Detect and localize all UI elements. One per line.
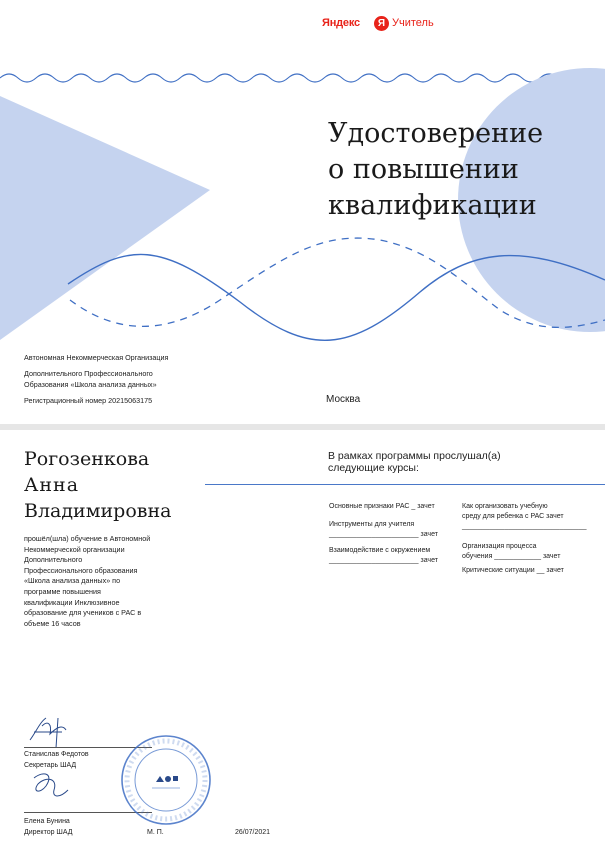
uchitel-logo (374, 14, 434, 32)
courses-heading (328, 450, 578, 474)
name-line: Анна (24, 474, 80, 496)
course-text: обучения ____________ зачет (462, 553, 561, 560)
city: Москва (326, 394, 361, 405)
org-name-line: Дополнительного Профессионального (24, 369, 153, 378)
course-text: Как организовать учебную (462, 503, 548, 510)
courses-heading-line: В рамках программы прослушал(а) (328, 450, 501, 462)
description-line: Некоммерческой организации (24, 544, 125, 554)
second-signatory-role: Директор ШАД (24, 829, 73, 836)
second-signature-scribble (24, 768, 84, 806)
title-line: квалификации (328, 190, 537, 221)
wavy-line (0, 74, 605, 82)
yandex-logo: Яндекс (322, 17, 360, 29)
ya-logo-icon: Я (374, 16, 389, 31)
course-item (462, 542, 560, 562)
course-text: _______________________ зачет (329, 531, 438, 538)
description-line: прошёл(шла) обучение в Автономной (24, 534, 151, 543)
description-line: программе повышения (24, 586, 101, 596)
courses-divider (205, 484, 605, 485)
title-line: о повышении (328, 154, 519, 185)
courses-heading-line: следующие курсы: (328, 462, 419, 474)
org-name-line: Образования «Школа анализа данных» (24, 380, 157, 389)
org-name-line: Автономная Некоммерческая Организация (24, 353, 169, 362)
title-line: Удостоверение (328, 118, 544, 149)
issue-date: 26/07/2021 (235, 829, 271, 836)
course-text: Организация процесса (462, 543, 537, 550)
course-text: Инструменты для учителя (329, 521, 415, 528)
certificate-title (328, 116, 598, 224)
organization-info (24, 352, 224, 411)
description-line: квалификации Инклюзивное (24, 597, 120, 607)
course-text: среду для ребенка с РАС зачет (462, 513, 564, 520)
course-item (462, 502, 587, 532)
official-stamp-icon (118, 732, 214, 828)
recipient-name (24, 446, 171, 524)
training-description (24, 534, 184, 629)
course-text: _______________________ зачет (329, 557, 438, 564)
description-line: Дополнительного (24, 555, 83, 565)
course-text: Взаимодействие с окружением (329, 547, 431, 554)
course-item (329, 502, 435, 512)
course-item (329, 546, 438, 566)
course-text: ________________________________ (462, 523, 587, 530)
certificate-details (0, 430, 605, 855)
name-line: Владимировна (24, 500, 172, 522)
second-signatory-name: Елена Бунина (24, 818, 70, 825)
course-text: Критические ситуации __ зачет (462, 567, 564, 574)
uchitel-label: Учитель (392, 17, 434, 29)
first-signatory-role: Секретарь ШАД (24, 762, 77, 769)
course-item (462, 566, 564, 576)
course-text: Основные признаки РАС _ зачет (329, 503, 435, 510)
description-line: «Школа анализа данных» по (24, 576, 121, 586)
certificate-cover (0, 0, 605, 424)
description-line: Профессионального образования (24, 565, 138, 575)
course-item (329, 520, 438, 540)
stamp-label: М. П. (147, 829, 164, 836)
description-line: образование для учеников с РАС в (24, 608, 142, 618)
first-signature-scribble (22, 710, 102, 752)
description-line: объеме 16 часов (24, 618, 81, 628)
registration-number: Регистрационный номер 20215063175 (24, 396, 153, 405)
name-line: Рогозенкова (24, 448, 150, 470)
triangle-shape (0, 96, 210, 340)
first-signatory-name: Станислав Федотов (24, 751, 89, 758)
